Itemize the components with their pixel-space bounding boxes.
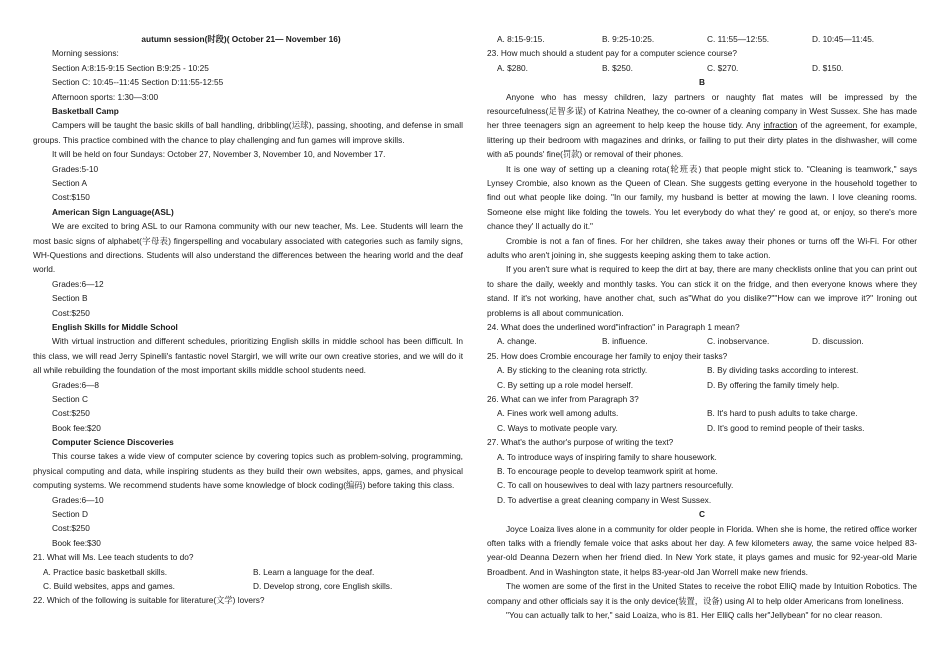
left-column <box>33 32 463 608</box>
sessions-line-1: Section A:8:15-9:15 Section B:9:25 - 10:25 <box>52 62 209 73</box>
passage-c-paragraph-2: The women are some of the first in the United States to receive the robot ElliQ made by Intuition Robotics. The company and other officials say it is the only device(装置，设备) using AI to help older Americans from loneliness. <box>487 581 917 606</box>
passage-b-label: B <box>699 77 705 88</box>
q21-option-d: D. Develop strong, core English skills. <box>253 581 393 592</box>
q25-options-row-1 <box>487 363 917 377</box>
q22-options-row <box>487 32 917 46</box>
passage-b-p1-before: Anyone who has messy children, lazy partners or naughty flat mates will be impressed by the resourcefulness(足智多谋) of Katrina Neathey, the co-owner of a cleaning company in West Sussex. She has made her three teenagers sign an agreement to help keep the house tidy. Any <box>487 91 917 131</box>
right-column <box>487 32 917 622</box>
cs-desc: This course takes a wide view of computer science by covering topics such as problem-solving, programming, physical computing and data, while inspiring students as they build their own websites, apps, games, and physical computing systems. We recommend students have some knowledge of block coding(编码) before taking this class. <box>33 451 463 491</box>
q23-stem: 23. How much should a student pay for a computer science course? <box>487 48 737 59</box>
morning-label: Morning sessions: <box>52 48 119 59</box>
q26-option-b: B. It's hard to push adults to take charge. <box>707 408 858 419</box>
q24-options-row <box>487 334 917 348</box>
q21-option-b: B. Learn a language for the deaf. <box>253 566 375 577</box>
english-book-fee: Book fee:$20 <box>52 422 101 433</box>
passage-b-paragraph-1 <box>487 90 917 162</box>
q26-option-c: C. Ways to motivate people vary. <box>497 422 618 433</box>
basketball-grades: Grades:5-10 <box>52 163 99 174</box>
q22-option-c: C. 11:55—12:55. <box>707 34 770 44</box>
cs-heading: Computer Science Discoveries <box>52 437 174 448</box>
english-heading: English Skills for Middle School <box>52 321 178 332</box>
q22-option-d: D. 10:45—11:45. <box>812 34 875 44</box>
q25-option-b: B. By dividing tasks according to interest. <box>707 365 859 376</box>
q27-option-b: B. To encourage people to develop teamwork spirit at home. <box>497 465 718 476</box>
q23-options-row <box>487 61 917 75</box>
passage-b-paragraph-3: Crombie is not a fan of fines. For her children, she takes away their phones or turns off the Wi-Fi. For other adults who aren't joining in, she suggests keeping asking them to take action. <box>487 235 917 261</box>
q25-option-c: C. By setting up a role model herself. <box>497 379 634 390</box>
q23-option-a: A. $280. <box>497 62 528 73</box>
cs-book-fee: Book fee:$30 <box>52 537 101 548</box>
underlined-word-infraction: infraction <box>763 120 798 131</box>
q21-option-c: C. Build websites, apps and games. <box>43 581 175 592</box>
cs-grades: Grades:6—10 <box>52 494 104 505</box>
q22-stem: 22. Which of the following is suitable for literature(文学) lovers? <box>33 595 265 606</box>
english-cost: Cost:$250 <box>52 408 90 419</box>
basketball-desc: Campers will be taught the basic skills of ball handling, dribbling(运球), passing, shooting, and defense in small groups. This practice combined with the chance to play challenging and fun games will improve skills. <box>33 120 463 145</box>
q24-stem: 24. What does the underlined word"infraction" in Paragraph 1 mean? <box>487 322 740 333</box>
q21-options-row-1 <box>33 565 463 579</box>
q26-options-row-2 <box>487 421 917 435</box>
q25-options-row-2 <box>487 378 917 392</box>
asl-cost: Cost:$250 <box>52 307 90 318</box>
english-desc: With virtual instruction and different schedules, prioritizing English skills in middle school has been difficult. In this class, we will read Jerry Spinelli's fantastic novel Stargirl, we will write our own creative stories, and we will do it all while rebuilding the foundation of the most important skills middle school students need. <box>33 336 463 376</box>
english-grades: Grades:6—8 <box>52 379 100 390</box>
q26-option-a: A. Fines work well among adults. <box>497 408 619 419</box>
q23-option-d: D. $150. <box>812 62 844 73</box>
q22-option-a: A. 8:15-9:15. <box>497 34 545 44</box>
q24-option-a: A. change. <box>497 336 537 347</box>
q22-option-b: B. 9:25-10:25. <box>602 34 655 44</box>
q26-options-row-1 <box>487 406 917 420</box>
q23-option-c: C. $270. <box>707 62 739 73</box>
passage-b-paragraph-4: If you aren't sure what is required to keep the dirt at bay, there are many checklists online that you can print out to share the daily, weekly and monthly tasks. You can stick it on the fridge, and then everyone knows where they stand. If it's not working, have another chat, such as"What do you dislike?""How can we improve it?" Ironing out problems is all about communication. <box>487 264 917 318</box>
passage-b-paragraph-2: It is one way of setting up a cleaning rota(轮班表) that people might stick to. "Cleaning is teamwork," says Lynsey Crombie, also known as the Queen of Clean. She suggests getting everyone in the household together to find out what people like doing. "In our family, my husband is better at mowing the lawn. I love cleaning rooms. Someone else might like folding the towels. You let everybody do what they' re good at, or enjoy, so there's more chance they' ll actually do it." <box>487 163 917 232</box>
q21-stem: 21. What will Ms. Lee teach students to do? <box>33 552 194 563</box>
passage-c-paragraph-1: Joyce Loaiza lives alone in a community for older people in Florida. When she is home, the retired office worker often talks with a friendly female voice that asks about her day. A few kilometers away, the same voice helped 83-year-old Deanna Dezern when her friend died. In New York state, it plays games and music for 92-year-old Marie Broadbent. And in Washington state, it helps 83-year-old Jan Worrell make new friends. <box>487 523 917 577</box>
asl-heading: American Sign Language(ASL) <box>52 206 174 217</box>
q27-option-a: A. To introduce ways of inspiring family to share housework. <box>497 451 717 462</box>
q24-option-d: D. discussion. <box>812 336 864 347</box>
q23-option-b: B. $250. <box>602 62 633 73</box>
passage-c-label: C <box>699 509 705 520</box>
q21-option-a: A. Practice basic basketball skills. <box>43 566 168 577</box>
cs-section: Section D <box>52 509 88 520</box>
asl-grades: Grades:6—12 <box>52 278 104 289</box>
session-title: autumn session(时段)( October 21— November 16) <box>141 34 341 44</box>
passage-c-paragraph-3: "You can actually talk to her," said Loaiza, who is 81. Her ElliQ calls her"Jellybean" for no clear reason. <box>506 609 883 620</box>
basketball-section: Section A <box>52 177 88 188</box>
q25-stem: 25. How does Crombie encourage her family to enjoy their tasks? <box>487 350 728 361</box>
basketball-cost: Cost:$150 <box>52 192 90 203</box>
q25-option-d: D. By offering the family timely help. <box>707 379 840 390</box>
afternoon-sports: Afternoon sports: 1:30—3:00 <box>52 91 159 102</box>
q26-stem: 26. What can we infer from Paragraph 3? <box>487 394 639 405</box>
q27-stem: 27. What's the author's purpose of writing the text? <box>487 437 674 448</box>
q27-option-c: C. To call on housewives to deal with lazy partners resourcefully. <box>497 480 734 491</box>
sessions-line-2: Section C: 10:45--11:45 Section D:11:55-12:55 <box>52 77 224 88</box>
asl-desc: We are excited to bring ASL to our Ramona community with our new teacher, Ms. Lee. Students will learn the most basic signs of alphabet(字母表) fingerspelling and vocabulary associated with categories such as family signs, WH-Questions and directions. Students will also understand the differences between the hearing world and the deaf world. <box>33 221 463 275</box>
basketball-held: It will be held on four Sundays: October 27, November 3, November 10, and November 17. <box>52 149 386 160</box>
cs-cost: Cost:$250 <box>52 523 90 534</box>
basketball-heading: Basketball Camp <box>52 105 119 116</box>
q26-option-d: D. It's good to remind people of their tasks. <box>707 422 865 433</box>
asl-section: Section B <box>52 293 88 304</box>
q24-option-b: B. influence. <box>602 336 648 347</box>
q27-option-d: D. To advertise a great cleaning company in West Sussex. <box>497 494 712 505</box>
passage-b-p1-after: of the agreement, for example, littering up their bedroom with magazines and drinks, or failing to put their dirty plates in the dishwasher, will come with a5 pounds' fine(罚款) or removal of their phones. <box>487 120 917 160</box>
english-section: Section C <box>52 393 88 404</box>
q25-option-a: A. By sticking to the cleaning rota strictly. <box>497 365 648 376</box>
q21-options-row-2 <box>33 579 463 593</box>
q24-option-c: C. inobservance. <box>707 336 770 347</box>
